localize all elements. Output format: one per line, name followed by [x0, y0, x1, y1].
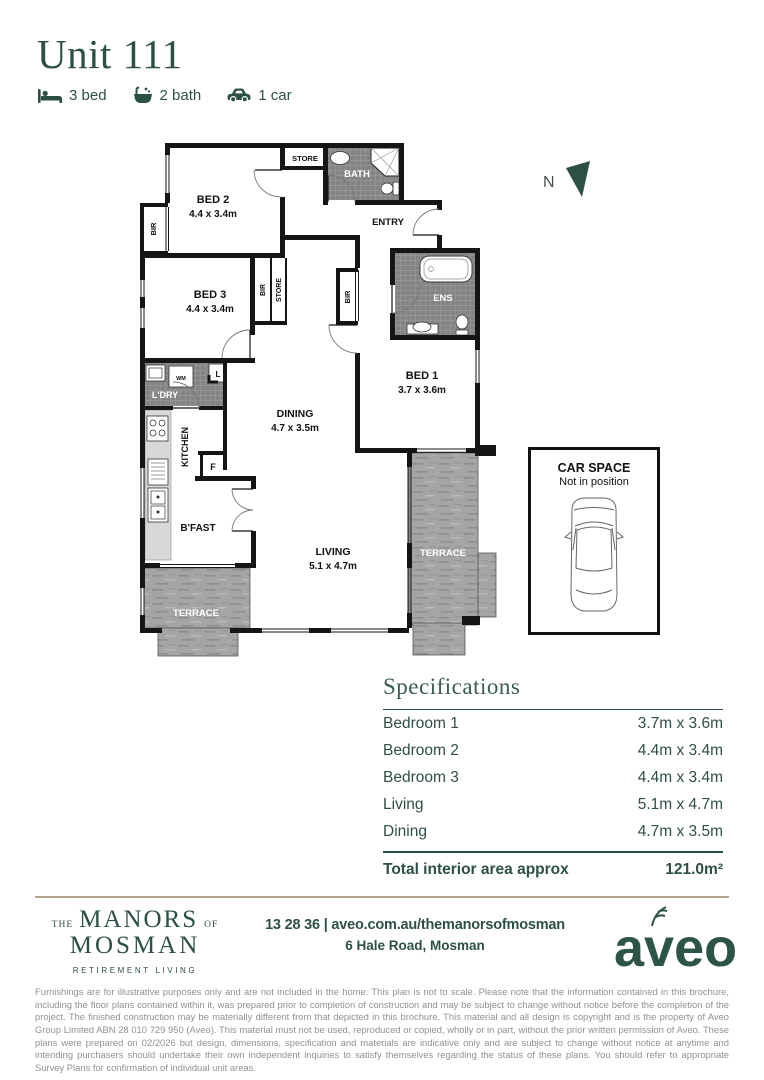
feature-bed: [38, 87, 107, 104]
spec-total-row: [383, 853, 723, 879]
spec-row-living: [383, 792, 723, 819]
feature-car: [227, 87, 291, 104]
car-space-subtitle: Not in position: [559, 476, 629, 488]
label-store-col: STORE: [276, 278, 283, 302]
label-bir-bed1: BIR: [343, 290, 352, 304]
manors-of-mosman-logo: [28, 906, 242, 975]
specifications-title: Specifications: [383, 674, 521, 699]
contact-block: [248, 917, 582, 953]
car-icon: [227, 87, 251, 103]
label-bir-bed2: BIR: [149, 222, 158, 236]
room-label-dining: DINING: [276, 408, 314, 420]
disclaimer-text: Furnishings are for illustrative purposes only and are not included in the home. This plan is not to scale. Please note that the information contained in this brochure, including the floor plans contained within it, was prepared prior to completion of construction and may be subject to change without notice before the completion of the project. The finished construction may be materially different from that depicted in this brochure. This material and all design is copyright and is the property of Aveo Group Limited ABN 28 010 729 950 (Aveo). This material must not be used, reproduced or copied, wholly or in part, without the prior written permission of Aveo. These plans were prepared on 02/2026 but design, dimensions, specification and materials are indicative only and are subject to change without notice at anytime and intending purchasers should undertake their own independent inquiries to satisfy themselves regarding the status of these plans. You should refer to appropriate Survey Plans for confirmation of individual unit areas.: [35, 986, 729, 1074]
north-arrow: [538, 150, 598, 206]
room-dims-living: 5.1 x 4.7m: [309, 561, 357, 572]
room-label-bath: BATH: [344, 169, 370, 180]
aveo-logo-text: aveo: [614, 918, 738, 978]
label-bir-bed3: BIR: [260, 283, 267, 297]
contact-address: 6 Hale Road, Mosman: [345, 938, 485, 953]
specifications-panel: [383, 674, 723, 879]
room-label-living: LIVING: [315, 546, 351, 558]
spec-label: Bedroom 2: [383, 741, 459, 759]
contact-phone-web: 13 28 36 | aveo.com.au/themanorsofmosman: [265, 917, 565, 933]
logo-manors: MANORS: [79, 906, 199, 933]
feature-summary: [38, 86, 292, 104]
kitchen-bench: [145, 410, 171, 560]
room-label-laundry: L'DRY: [151, 390, 179, 400]
north-arrow-icon: [566, 161, 590, 197]
car-top-view-icon: [562, 494, 626, 616]
spec-row-dining: [383, 819, 723, 846]
feature-bath-label: 2 bath: [159, 86, 202, 104]
room-label-terrace-left: TERRACE: [173, 608, 219, 619]
room-dims-bed1: 3.7 x 3.6m: [398, 385, 446, 396]
page-title: Unit 111: [37, 31, 183, 77]
aveo-logo: [612, 900, 747, 980]
bath-icon: [133, 86, 153, 104]
feature-bed-label: 3 bed: [69, 86, 107, 104]
spec-row-bedroom3: [383, 764, 723, 791]
north-label: N: [543, 174, 555, 191]
label-fridge: F: [210, 462, 216, 472]
room-label-terrace-right: TERRACE: [420, 548, 466, 559]
spec-label: Living: [383, 796, 424, 814]
spec-row-bedroom2: [383, 737, 723, 764]
room-dims-bed3: 4.4 x 3.4m: [186, 304, 234, 315]
feature-bath: [133, 86, 202, 104]
spec-value: 4.7m x 3.5m: [637, 823, 723, 841]
room-dims-dining: 4.7 x 3.5m: [271, 423, 319, 434]
spec-total-value: 121.0m²: [665, 860, 723, 878]
spec-label: Bedroom 1: [383, 714, 459, 732]
logo-tagline: RETIREMENT LIVING: [72, 966, 198, 975]
floor-plan: [125, 125, 515, 670]
room-label-kitchen: KITCHEN: [180, 427, 190, 467]
spec-value: 4.4m x 3.4m: [637, 741, 723, 759]
spec-value: 4.4m x 3.4m: [637, 768, 723, 786]
logo-the: THE: [51, 920, 74, 930]
room-label-bed3: BED 3: [193, 289, 227, 301]
room-dims-bed2: 4.4 x 3.4m: [189, 209, 237, 220]
spec-value: 3.7m x 3.6m: [637, 714, 723, 732]
room-label-bed2: BED 2: [196, 194, 230, 206]
room-label-bfast: B'FAST: [180, 523, 216, 534]
spec-total-label: Total interior area approx: [383, 860, 569, 878]
footer-divider: [35, 896, 729, 898]
car-space-box: [528, 447, 660, 635]
spec-value: 5.1m x 4.7m: [637, 796, 723, 814]
bed-icon: [38, 87, 62, 104]
spec-row-bedroom1: [383, 710, 723, 737]
room-label-ens: ENS: [433, 293, 453, 304]
logo-mosman: MOSMAN: [69, 932, 201, 959]
label-wm: WM: [176, 376, 186, 382]
spec-label: Bedroom 3: [383, 768, 459, 786]
spec-label: Dining: [383, 823, 427, 841]
logo-of: OF: [204, 920, 219, 930]
room-label-bed1: BED 1: [405, 370, 439, 382]
feature-car-label: 1 car: [258, 86, 292, 104]
car-space-title: CAR SPACE: [557, 461, 631, 475]
label-linen: L: [215, 370, 221, 379]
room-label-entry: ENTRY: [372, 217, 404, 228]
room-label-store-top: STORE: [292, 154, 318, 163]
